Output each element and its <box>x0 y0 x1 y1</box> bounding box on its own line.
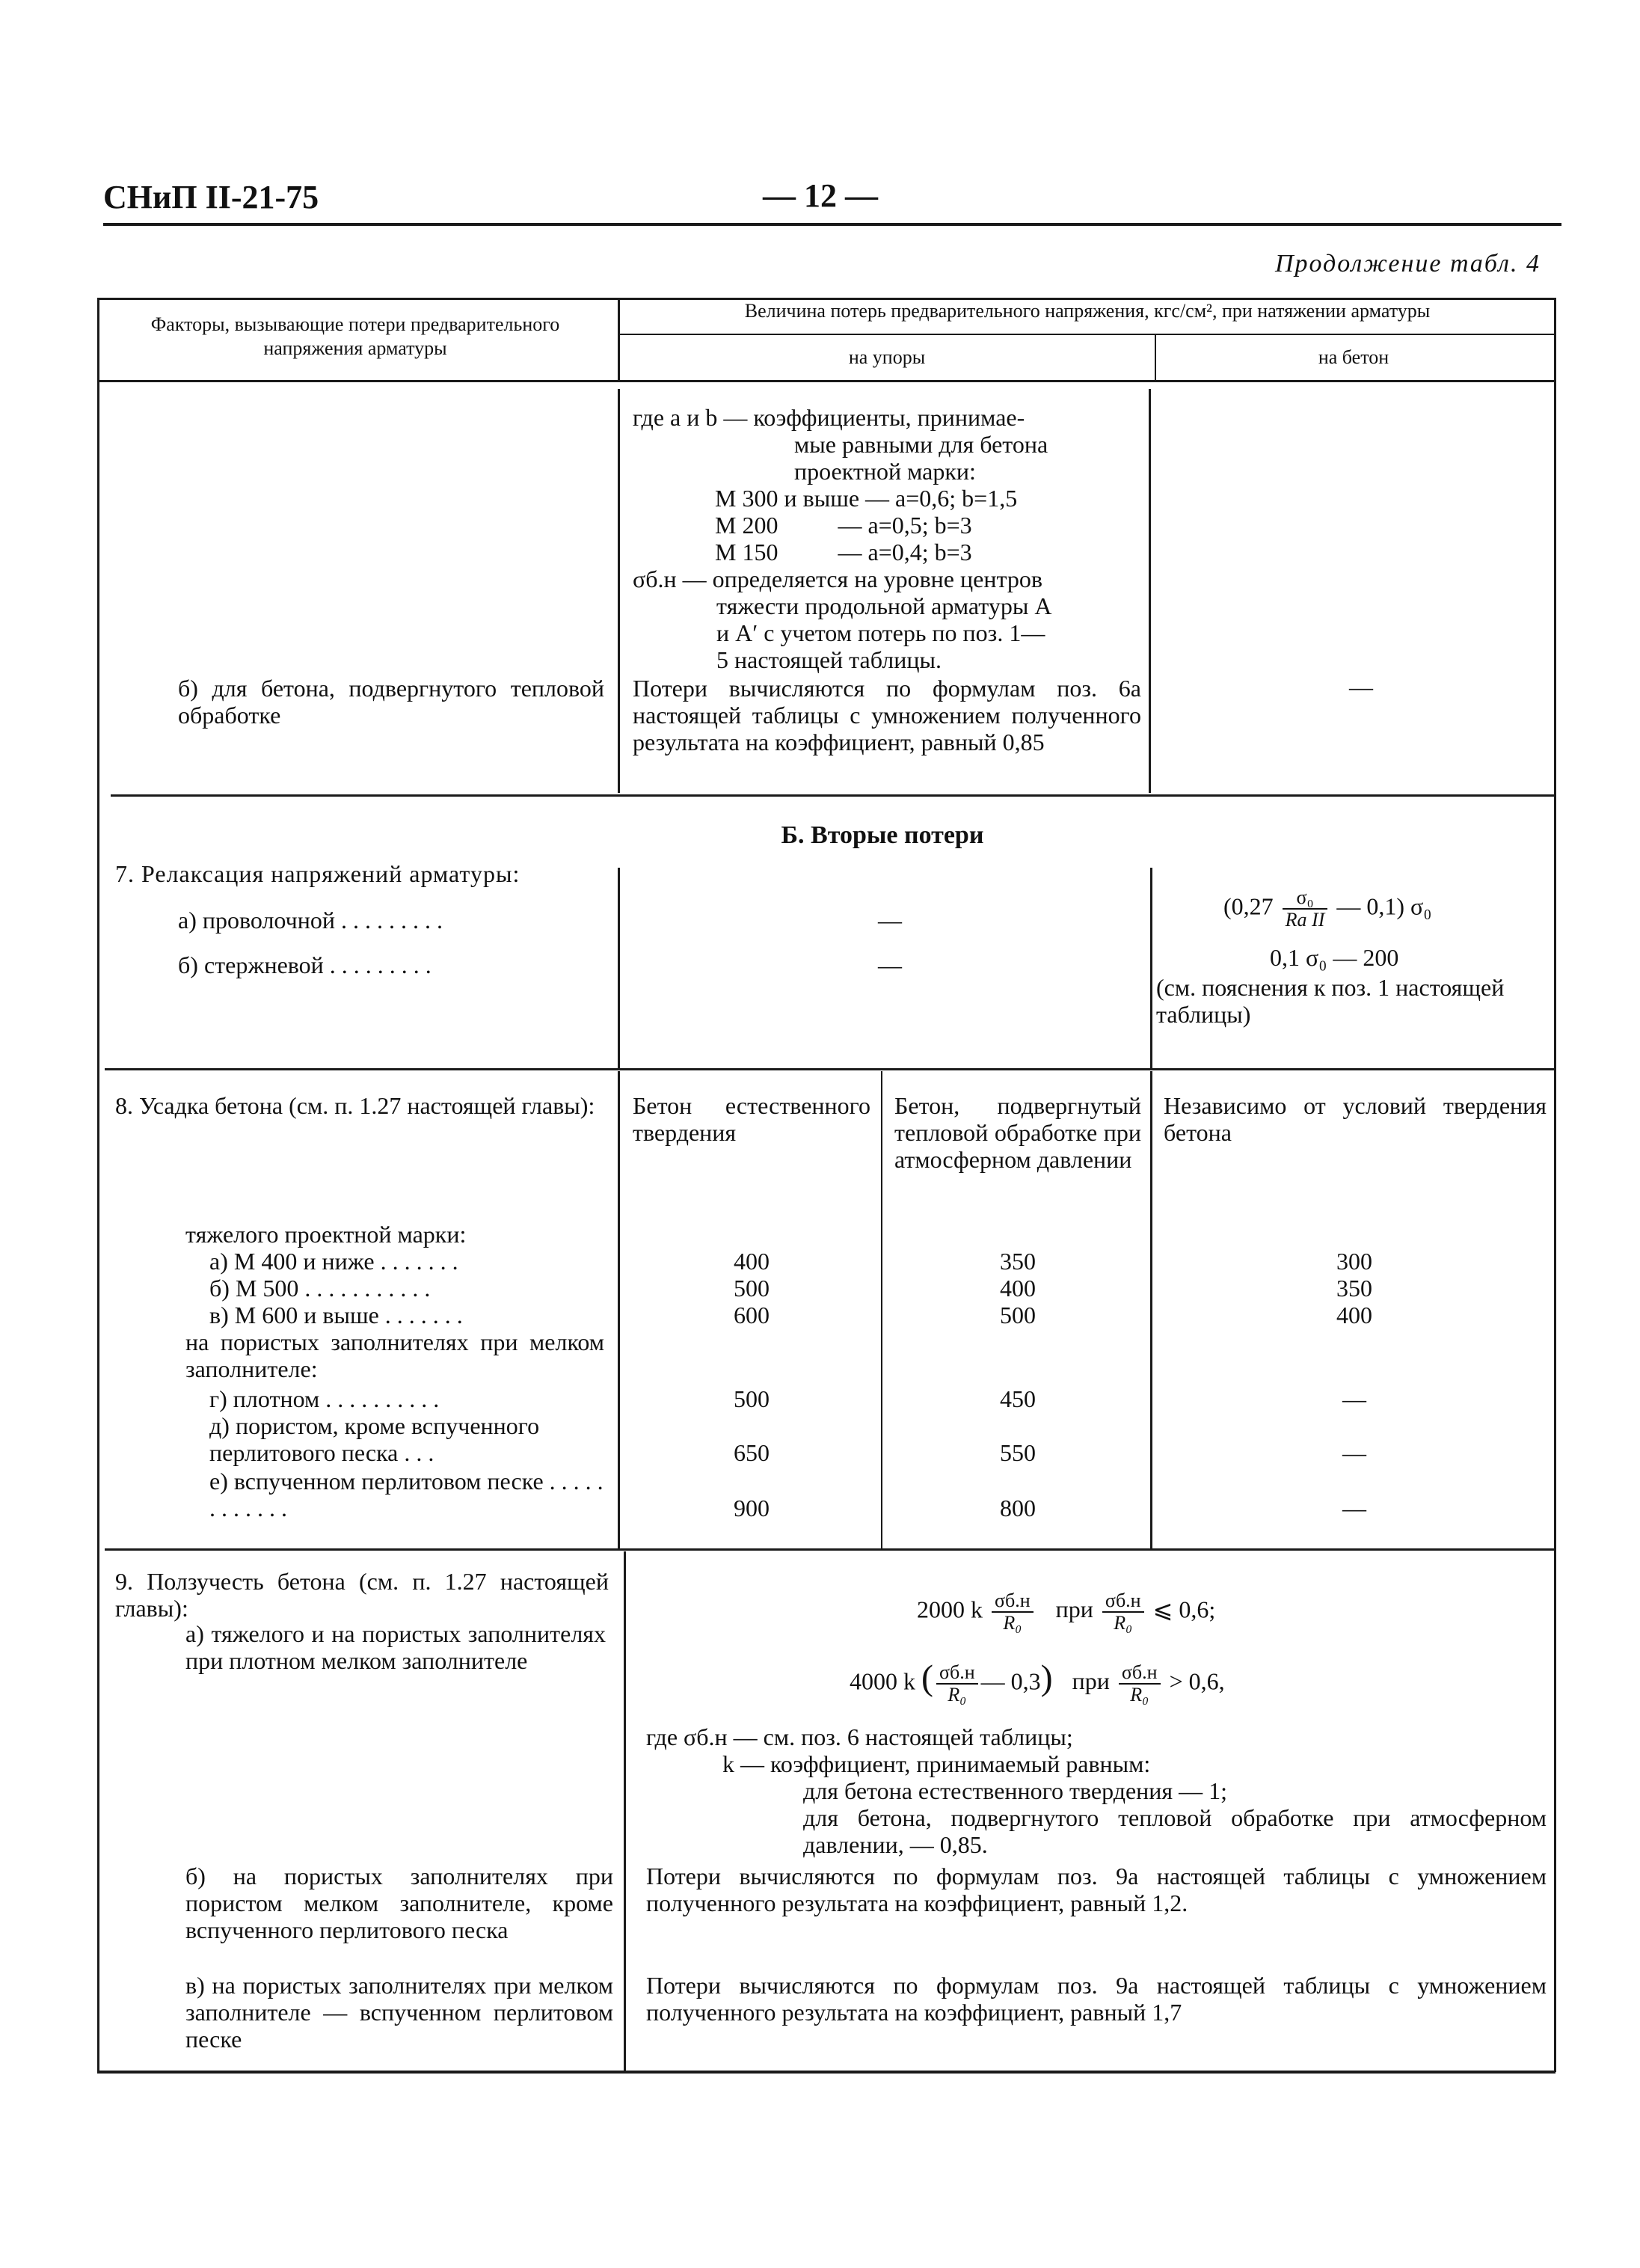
row7-note: (см. пояснения к поз. 1 настоящей таблицы) <box>1156 974 1505 1028</box>
row8-b-val-c: 350 <box>1336 1275 1372 1302</box>
row9-item-a: а) тяжелого и на пористых заполнителях при плотном мелком заполнителе <box>185 1620 606 1674</box>
row9-item-b-text: Потери вычисляются по формулам поз. 9а настоящей таблицы с умножением полученного результата на коэффициент, равный 1,2. <box>646 1863 1547 1916</box>
row6-text-b: Потери вычисляются по формулам поз. 6а настоящей таблицы с умножением полученного результата на коэффициент, равный 0,85 <box>633 675 1141 756</box>
row8-row-f: е) вспученном перлитовом песке . . . . . . . . . . . . <box>209 1468 604 1521</box>
row7-divider-1 <box>618 868 620 1068</box>
row9-formula-1: 2000 k $\frac{\sigma б.н}{\text{R₀}}$ при $\frac{\sigma б.н}{\text{R₀}}$ ⩽ 0,6; <box>917 1590 1216 1634</box>
row6-dash: — <box>1349 673 1373 700</box>
row8-row-c: в) М 600 и выше . . . . . . . <box>209 1302 463 1328</box>
head-bottom-rule <box>97 380 1555 382</box>
row6-coef-block: где a и b — коэффициенты, принимае- мые равными для бетона проектной марки: М 300 и выше — a=0,6; b=1,5 М 200 — a=0,5; b=3 М 150 — a=0,4; b=3 σб.н — определяется на уровне центров тяжести продольной арматуры A и A′ с учетом потерь по поз. 1— 5 настоящей таблицы. <box>633 404 1052 673</box>
document-code: СНиП II-21-75 <box>103 179 319 215</box>
table-right-rule <box>1554 298 1556 2072</box>
row8-e-val-c: — <box>1342 1439 1366 1466</box>
row8-porous-label: на пористых заполнителях при мелком заполнителе: <box>185 1328 604 1382</box>
row8-a-val: 400 <box>734 1248 770 1275</box>
row9-divider <box>624 1551 626 2071</box>
row9-item-b: б) на пористых заполнителях при пористом мелком заполнителе, кроме вспученного перлитового песка <box>185 1863 613 1943</box>
row9-formula-2: 4000 k ( $\frac{\sigma б.н}{\text{R₀}}$ — 0,3) при $\frac{\sigma б.н}{\text{R₀}}$ > 0,6, <box>850 1658 1225 1705</box>
head-sub-a: на упоры <box>848 346 926 368</box>
row8-row-b: б) М 500 . . . . . . . . . . . <box>209 1275 431 1302</box>
row7-item-a: а) проволочной . . . . . . . . . <box>178 907 443 934</box>
row7-dash-a: — <box>878 907 902 934</box>
row9-where-2: k — коэффициент, принимаемый равным: <box>722 1750 1151 1777</box>
row6-bottom-rule <box>111 794 1554 797</box>
row7-divider-2 <box>1150 868 1152 1068</box>
row8-f-val-b: 800 <box>1000 1495 1036 1521</box>
head-divider-v <box>618 298 620 381</box>
row8-e-val: 650 <box>734 1439 770 1466</box>
row9-where-4: для бетона, подвергнутого тепловой обработке при атмосферном давлении, — 0,85. <box>803 1804 1547 1858</box>
row6-factor-b: б) для бетона, подвергнутого тепловой обработке <box>178 675 604 729</box>
row7-item-b: б) стержневой . . . . . . . . . <box>178 951 432 978</box>
row8-col-b-head: Бетон, подвергнутый тепловой обработке при атмосферном давлении <box>894 1092 1141 1173</box>
row8-e-val-b: 550 <box>1000 1439 1036 1466</box>
page-number: — 12 — <box>763 177 878 214</box>
row8-a-val-c: 300 <box>1336 1248 1372 1275</box>
row8-row-e: д) пористом, кроме вспученного перлитового песка . . . <box>209 1412 540 1466</box>
row8-c-val-c: 400 <box>1336 1302 1372 1328</box>
row9-where-3: для бетона естественного твердения — 1; <box>803 1777 1228 1804</box>
row8-divider-3 <box>1150 1071 1152 1548</box>
row8-title: 8. Усадка бетона (см. п. 1.27 настоящей главы): <box>115 1092 595 1119</box>
row7-title: 7. Релаксация напряжений арматуры: <box>115 860 520 887</box>
row9-title: 9. Ползучесть бетона (см. п. 1.27 настоящей главы): <box>115 1568 609 1622</box>
row8-d-val: 500 <box>734 1385 770 1412</box>
row8-d-val-c: — <box>1342 1385 1366 1412</box>
section-b-heading: Б. Вторые потери <box>781 821 984 849</box>
row7-formula-b: 0,1 σ₀ — 200 <box>1270 944 1399 971</box>
row8-c-val-b: 500 <box>1000 1302 1036 1328</box>
head-col2: Величина потерь предварительного напряжения, кгс/см², при натяжении арматуры <box>744 300 1431 322</box>
header-rule <box>103 223 1561 226</box>
row6-divider-1 <box>618 389 620 793</box>
row8-d-val-b: 450 <box>1000 1385 1036 1412</box>
row7-bottom-rule <box>105 1068 1555 1070</box>
row8-b-val: 500 <box>734 1275 770 1302</box>
row6-divider-2 <box>1149 389 1151 793</box>
row7-dash-b: — <box>878 951 902 978</box>
row9-item-c: в) на пористых заполнителях при мелком заполнителе — вспученном перлитовом песке <box>185 1972 613 2053</box>
row7-formula-a: (0,27 $\frac{\text{σ₀}}{\text{Ra II}}$ — 0,1) σ₀ <box>1223 886 1432 931</box>
row8-row-d: г) плотном . . . . . . . . . . <box>209 1385 440 1412</box>
row8-row-a: а) М 400 и ниже . . . . . . . <box>209 1248 458 1275</box>
row8-divider-2 <box>881 1071 882 1548</box>
continuation-label: Продолжение табл. 4 <box>1274 250 1541 278</box>
row8-heavy-label: тяжелого проектной марки: <box>185 1221 467 1248</box>
head-subdivider-v <box>1155 334 1156 381</box>
row8-f-val-c: — <box>1342 1495 1366 1521</box>
row8-c-val: 600 <box>734 1302 770 1328</box>
row8-col-c-head: Независимо от условий твердения бетона <box>1164 1092 1547 1146</box>
row9-where-1: где σб.н — см. поз. 6 настоящей таблицы; <box>646 1723 1073 1750</box>
table-left-rule <box>97 298 99 2072</box>
row8-col-a-head: Бетон естественного твердения <box>633 1092 870 1146</box>
head-col1: Факторы, вызывающие потери предварительного напряжения арматуры <box>150 313 560 359</box>
row9-item-c-text: Потери вычисляются по формулам поз. 9а настоящей таблицы с умножением полученного результата на коэффициент, равный 1,7 <box>646 1972 1547 2026</box>
head-subdivider-h <box>618 334 1555 335</box>
row8-a-val-b: 350 <box>1000 1248 1036 1275</box>
head-sub-b: на бетон <box>1318 346 1389 368</box>
row8-f-val: 900 <box>734 1495 770 1521</box>
table-bottom-rule <box>97 2071 1555 2074</box>
row8-divider-1 <box>618 1071 620 1548</box>
row8-b-val-b: 400 <box>1000 1275 1036 1302</box>
row8-bottom-rule <box>105 1548 1555 1551</box>
